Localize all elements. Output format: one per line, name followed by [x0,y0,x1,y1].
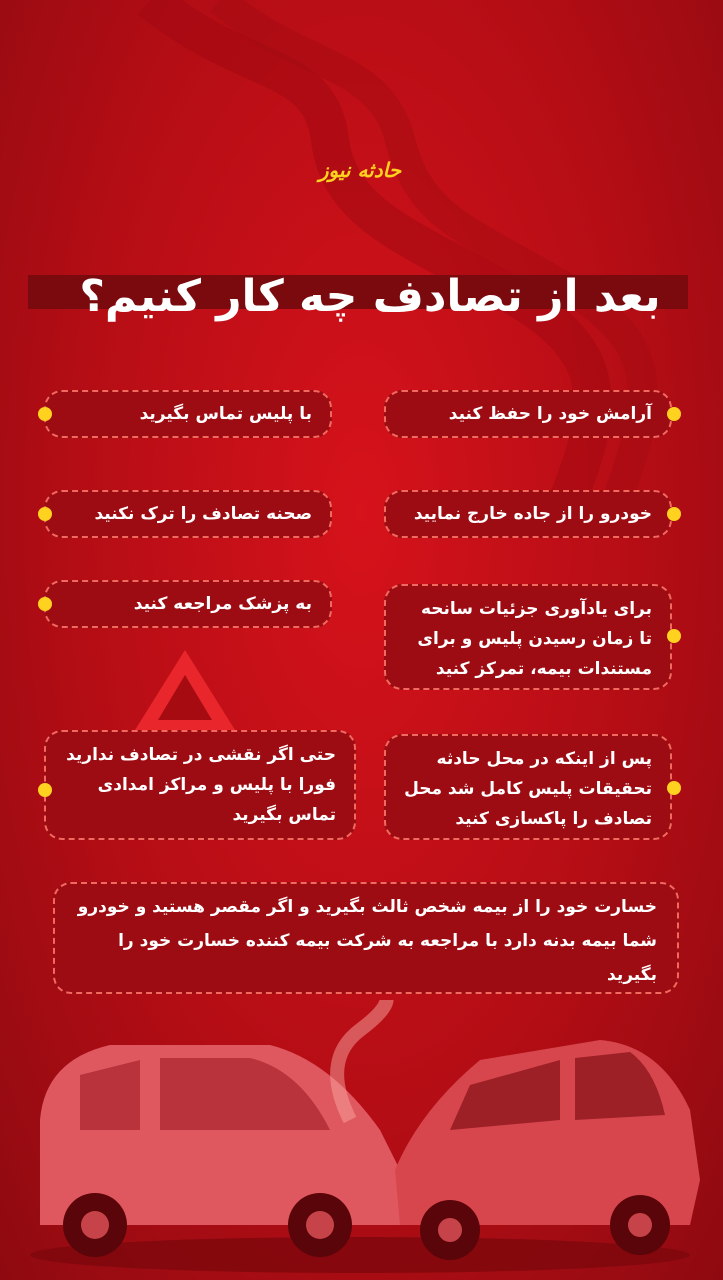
tip-see-doctor [44,580,332,628]
tip-call-police [44,390,332,438]
tip-text: آرامش خود را حفظ کنید [448,404,652,424]
tip-text: به پزشک مراجعه کنید [133,594,312,614]
bullet-dot [667,507,681,521]
bullet-dot [38,507,52,521]
bullet-dot [667,781,681,795]
tip-text: صحنه تصادف را ترک نکنید [94,504,312,524]
tip-text: حتی اگر نقشی در تصادف ندارید فورا با پلیس و مراکز امدادی تماس بگیرید [66,745,336,825]
bullet-dot [667,407,681,421]
tip-text: خودرو را از جاده خارج نمایید [413,504,652,524]
tip-keep-calm [384,390,672,438]
page-title: بعد از تصادف چه کار کنیم؟ [79,271,661,322]
tip-text: پس از اینکه در محل حادثه تحقیقات پلیس کامل شد محل تصادف را پاکسازی کنید [404,749,652,829]
bullet-dot [38,407,52,421]
bullet-dot [667,629,681,643]
tip-focus-details [384,584,672,690]
tip-stay-at-scene [44,490,332,538]
tip-text: خسارت خود را از بیمه شخص ثالث بگیرید و اگر مقصر هستید و خودرو شما بیمه بدنه دارد با مراجعه به شرکت بیمه کننده خسارت خود را بگیرید [77,897,657,985]
bullet-dot [38,597,52,611]
warning-triangle-icon [130,645,240,735]
tip-text: با پلیس تماس بگیرید [139,404,312,424]
tip-move-off-road [384,490,672,538]
tip-insurance [53,882,679,994]
tip-clean-scene [384,734,672,840]
car-crash-illustration [0,1000,723,1280]
tip-call-even-if-not-at-fault [44,730,356,840]
brand-logo: حادثه نیوز [318,158,402,182]
bullet-dot [38,783,52,797]
tip-text: برای یادآوری جزئیات سانحه تا زمان رسیدن پلیس و برای مستندات بیمه، تمرکز کنید [417,599,652,679]
